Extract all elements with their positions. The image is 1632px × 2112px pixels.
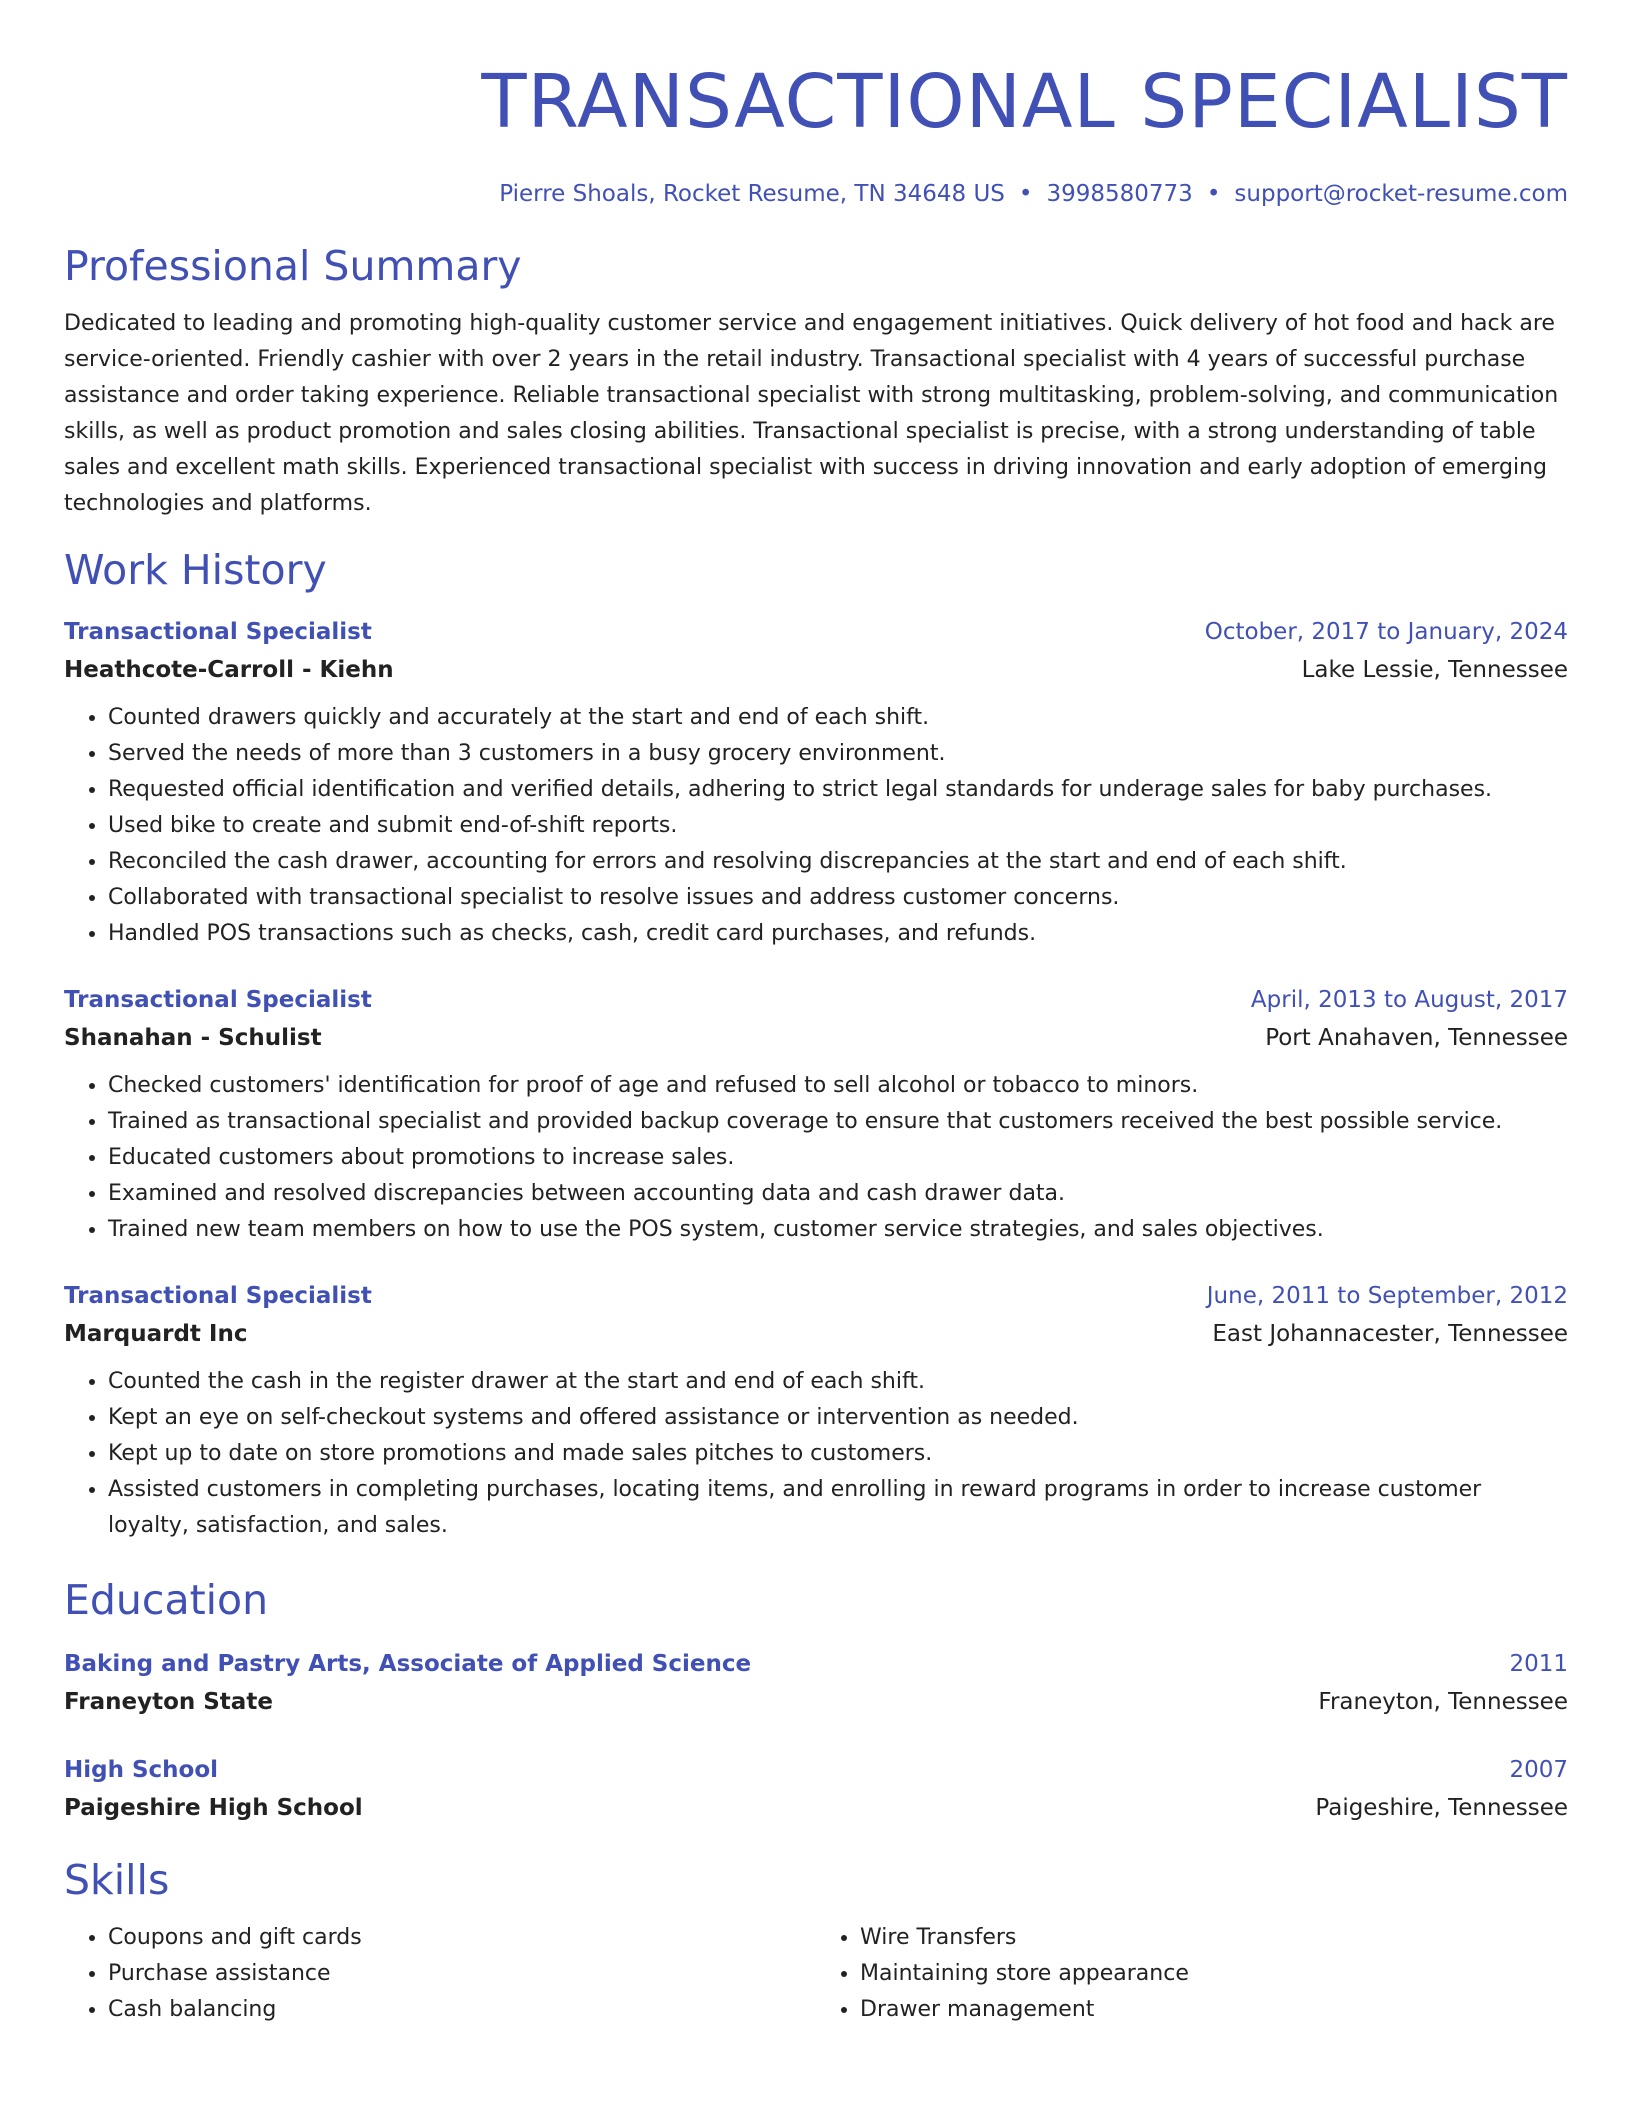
contact-address: Pierre Shoals, Rocket Resume, TN 34648 US xyxy=(499,181,1005,207)
job-company: Marquardt Inc xyxy=(64,1321,248,1347)
job-bullet: • Assisted customers in completing purchases, locating items, and enrolling in reward programs in order to increase customer loyalty, satisfaction, and sales. xyxy=(108,1472,1568,1544)
job-location: Lake Lessie, Tennessee xyxy=(1301,657,1568,683)
job-bullet: • Educated customers about promotions to increase sales. xyxy=(108,1140,1568,1176)
job-entry xyxy=(64,982,1568,1248)
summary-heading: Professional Summary xyxy=(64,242,522,290)
job-title: Transactional Specialist xyxy=(64,987,372,1013)
job-location: East Johannacester, Tennessee xyxy=(1212,1321,1568,1347)
job-title: Transactional Specialist xyxy=(64,619,372,645)
skill-item: • Wire Transfers xyxy=(860,1920,1568,1956)
job-company: Heathcote-Carroll - Kiehn xyxy=(64,657,394,683)
education-year: 2007 xyxy=(1509,1757,1568,1783)
skill-item: • Cash balancing xyxy=(108,1992,816,2028)
job-dates: June, 2011 to September, 2012 xyxy=(1206,1283,1568,1309)
job-bullets xyxy=(64,700,1568,952)
skill-item: • Maintaining store appearance xyxy=(860,1956,1568,1992)
job-entry xyxy=(64,1278,1568,1544)
job-dates: April, 2013 to August, 2017 xyxy=(1250,987,1568,1013)
job-bullet: • Counted the cash in the register drawer at the start and end of each shift. xyxy=(108,1364,1568,1400)
job-bullet: • Requested official identification and verified details, adhering to strict legal standards for underage sales for baby purchases. xyxy=(108,772,1568,808)
job-title: Transactional Specialist xyxy=(64,1283,372,1309)
resume-name: TRANSACTIONAL SPECIALIST xyxy=(481,59,1568,145)
job-bullet: • Handled POS transactions such as checks, cash, credit card purchases, and refunds. xyxy=(108,916,1568,952)
job-bullet: • Kept an eye on self-checkout systems and offered assistance or intervention as needed. xyxy=(108,1400,1568,1436)
job-bullet: • Trained new team members on how to use the POS system, customer service strategies, and sales objectives. xyxy=(108,1212,1568,1248)
job-bullet: • Served the needs of more than 3 customers in a busy grocery environment. xyxy=(108,736,1568,772)
job-entry xyxy=(64,614,1568,952)
job-bullet: • Reconciled the cash drawer, accounting for errors and resolving discrepancies at the start and end of each shift. xyxy=(108,844,1568,880)
job-bullet: • Examined and resolved discrepancies between accounting data and cash drawer data. xyxy=(108,1176,1568,1212)
education-heading: Education xyxy=(64,1576,269,1624)
education-location: Paigeshire, Tennessee xyxy=(1315,1795,1568,1821)
summary-text: Dedicated to leading and promoting high-quality customer service and engagement initiatives. Quick delivery of hot food and hack are service-oriented. Friendly cashier with over 2 years in the retail industry. Transactional specialist with 4 years of successful purchase assistance and order taking experience. Reliable transactional specialist with strong multitasking, problem-solving, and communication skills, as well as product promotion and sales closing abilities. Transactional specialist is precise, with a strong understanding of table sales and excellent math skills. Experienced transactional specialist with success in driving innovation and early adoption of emerging technologies and platforms. xyxy=(64,311,1559,516)
education-entry xyxy=(64,1752,1568,1828)
job-bullet: • Kept up to date on store promotions and made sales pitches to customers. xyxy=(108,1436,1568,1472)
education-school: Paigeshire High School xyxy=(64,1795,363,1821)
skill-item: • Purchase assistance xyxy=(108,1956,816,1992)
education-entry xyxy=(64,1646,1568,1722)
skills-heading: Skills xyxy=(64,1856,170,1904)
skills-column-right xyxy=(816,1920,1568,2028)
education-year: 2011 xyxy=(1509,1651,1568,1677)
education-school: Franeyton State xyxy=(64,1689,273,1715)
job-bullets xyxy=(64,1068,1568,1248)
skill-item: • Coupons and gift cards xyxy=(108,1920,816,1956)
education-degree: High School xyxy=(64,1757,219,1783)
work-history-heading: Work History xyxy=(64,546,327,594)
job-bullet: • Trained as transactional specialist and provided backup coverage to ensure that customers received the best possible service. xyxy=(108,1104,1568,1140)
job-company: Shanahan - Schulist xyxy=(64,1025,322,1051)
job-bullet: • Checked customers' identification for proof of age and refused to sell alcohol or tobacco to minors. xyxy=(108,1068,1568,1104)
job-bullet: • Collaborated with transactional specialist to resolve issues and address customer concerns. xyxy=(108,880,1568,916)
job-bullet: • Counted drawers quickly and accurately at the start and end of each shift. xyxy=(108,700,1568,736)
skills-list xyxy=(64,1920,1568,2028)
job-location: Port Anahaven, Tennessee xyxy=(1265,1025,1568,1051)
job-bullet: • Used bike to create and submit end-of-shift reports. xyxy=(108,808,1568,844)
contact-separator: • xyxy=(1206,181,1221,207)
job-bullets xyxy=(64,1364,1568,1544)
skill-item: • Drawer management xyxy=(860,1992,1568,2028)
skills-column-left xyxy=(64,1920,816,2028)
contact-separator: • xyxy=(1018,181,1033,207)
education-degree: Baking and Pastry Arts, Associate of Applied Science xyxy=(64,1651,752,1677)
contact-email[interactable]: support@rocket-resume.com xyxy=(1234,181,1568,207)
contact-line xyxy=(64,178,1568,210)
education-location: Franeyton, Tennessee xyxy=(1318,1689,1568,1715)
job-dates: October, 2017 to January, 2024 xyxy=(1204,619,1568,645)
contact-phone: 3998580773 xyxy=(1046,181,1193,207)
